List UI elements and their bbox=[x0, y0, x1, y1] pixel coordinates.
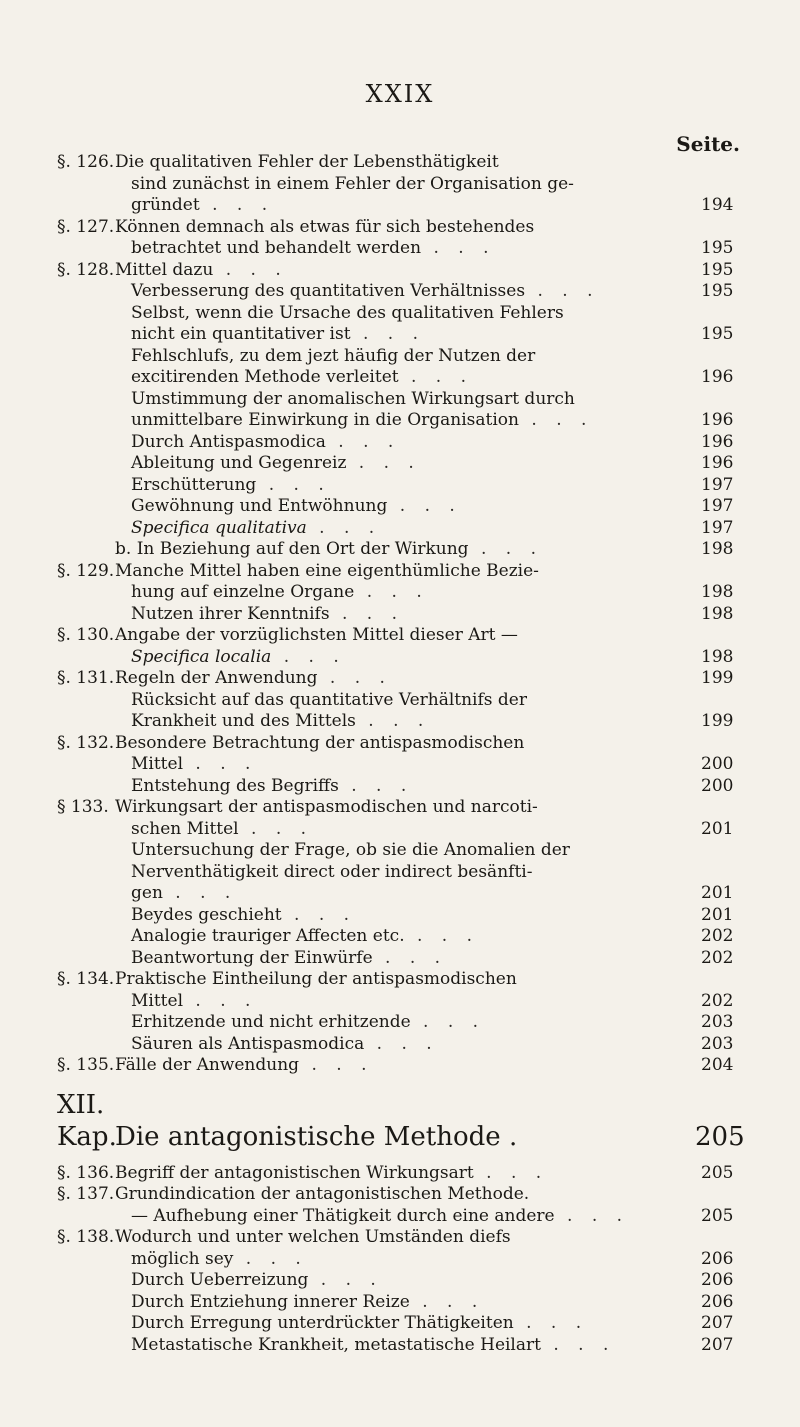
toc-entry bbox=[57, 346, 747, 389]
toc-entry-line bbox=[57, 1227, 747, 1249]
entry-text bbox=[115, 1270, 695, 1292]
page-number: 195 bbox=[701, 259, 734, 280]
entry-text bbox=[115, 604, 695, 626]
toc-entry-line bbox=[57, 690, 747, 712]
entry-text bbox=[115, 518, 695, 540]
entry-line-text: Analogie trauriger Affecten etc. bbox=[131, 926, 405, 946]
entry-text bbox=[115, 582, 695, 604]
section-number: §. 138. bbox=[57, 1227, 115, 1247]
leader-dots: . . . bbox=[299, 1055, 374, 1075]
entry-line-text: Nutzen ihrer Kenntnifs bbox=[131, 603, 330, 624]
section-number: §. 131. bbox=[57, 668, 115, 688]
toc-entry bbox=[57, 733, 747, 776]
toc-entry bbox=[57, 776, 747, 798]
leader-dots: . . . bbox=[199, 195, 275, 215]
entry-line-text: Nerventhätigkeit direct oder indirect besänfti- bbox=[131, 861, 533, 882]
section-number: §. 128. bbox=[57, 259, 115, 280]
section-number: §. 132. bbox=[57, 732, 115, 753]
toc-entry-line bbox=[57, 883, 747, 905]
entry-text bbox=[115, 1206, 695, 1228]
page-number: 202 bbox=[701, 926, 734, 946]
section-number: §. 136. bbox=[57, 1162, 115, 1183]
leader-dots: . . . bbox=[281, 904, 357, 925]
leader-dots: . . . bbox=[540, 1334, 616, 1355]
toc-entry-line bbox=[57, 1249, 747, 1271]
page-number: 201 bbox=[701, 818, 734, 839]
section-number: §. 129. bbox=[57, 560, 115, 581]
section-number: §. 135. bbox=[57, 1055, 115, 1075]
leader-dots: . . . bbox=[513, 1313, 589, 1333]
entry-text bbox=[115, 883, 695, 905]
toc-entry-line bbox=[57, 1270, 747, 1292]
entry-line-text: Krankheit und des Mittels bbox=[131, 711, 356, 731]
page-number: 203 bbox=[701, 1012, 734, 1032]
toc-entry-line bbox=[57, 969, 747, 991]
toc-entry bbox=[57, 260, 747, 282]
page-number: 197 bbox=[701, 474, 734, 495]
page-number: 207 bbox=[701, 1334, 734, 1355]
toc-entry bbox=[57, 217, 747, 260]
entry-line-text: Beydes geschieht bbox=[131, 904, 282, 925]
toc-entry-line bbox=[57, 238, 747, 260]
toc-entry-line bbox=[57, 1335, 747, 1357]
leader-dots: . . . bbox=[518, 410, 594, 430]
toc-entry-line bbox=[57, 1034, 747, 1056]
entry-text bbox=[115, 1055, 695, 1077]
page-number: 198 bbox=[701, 646, 734, 667]
entry-text bbox=[115, 1313, 695, 1335]
toc-entry-line bbox=[57, 453, 747, 475]
entry-line-text: Grundindication der antagonistischen Methode. bbox=[115, 1184, 530, 1204]
entry-line-text: schen Mittel bbox=[131, 818, 239, 839]
page-number: 201 bbox=[701, 883, 734, 903]
page-number: 199 bbox=[701, 668, 734, 688]
entry-text bbox=[115, 453, 695, 475]
toc-entry-line bbox=[57, 1313, 747, 1335]
toc-entry-line bbox=[57, 926, 747, 948]
entry-line-text: gen bbox=[131, 883, 163, 903]
toc-entry-line bbox=[57, 174, 747, 196]
toc-section-chapter-12 bbox=[57, 1163, 747, 1357]
toc-entry-line bbox=[57, 948, 747, 970]
entry-line-text: Beantwortung der Einwürfe bbox=[131, 947, 373, 968]
page-number: 202 bbox=[701, 990, 734, 1011]
toc-entry bbox=[57, 797, 747, 840]
entry-text bbox=[115, 862, 695, 884]
toc-entry bbox=[57, 948, 747, 970]
leader-dots: . . . bbox=[468, 539, 544, 559]
toc-entry bbox=[57, 1335, 747, 1357]
toc-entry-line bbox=[57, 819, 747, 841]
page-number: 195 bbox=[701, 238, 734, 258]
leader-dots: . . . bbox=[325, 431, 401, 452]
section-number: § 133. bbox=[57, 797, 109, 817]
leader-dots: . . . bbox=[364, 1033, 439, 1054]
section-number: §. 134. bbox=[57, 969, 115, 989]
entry-text bbox=[115, 539, 695, 561]
entry-text bbox=[115, 711, 695, 733]
toc-entry-line bbox=[57, 797, 747, 819]
leader-dots: . . . bbox=[162, 883, 238, 903]
leader-dots: . . . bbox=[387, 496, 462, 516]
toc-entry bbox=[57, 926, 747, 948]
chapter-title-text: Die antagonistische Methode bbox=[115, 1121, 501, 1152]
toc-entry bbox=[57, 1313, 747, 1335]
toc-entry-line bbox=[57, 389, 747, 411]
toc-entry bbox=[57, 969, 747, 1012]
table-of-contents bbox=[57, 152, 747, 1356]
toc-entry bbox=[57, 303, 747, 346]
toc-entry bbox=[57, 668, 747, 690]
entry-text bbox=[115, 926, 695, 948]
leader-dots: . . . bbox=[398, 367, 474, 387]
chapter-heading bbox=[57, 1089, 747, 1153]
page-header-number: XXIX bbox=[365, 80, 435, 108]
toc-entry-line bbox=[57, 432, 747, 454]
leader-dots: . . . bbox=[350, 324, 425, 344]
leader-dots: . . . bbox=[338, 775, 414, 796]
leader-dots: . . . bbox=[421, 238, 496, 258]
entry-line-text: Durch Ueberreizung bbox=[131, 1270, 309, 1290]
leader-dots: . . . bbox=[404, 926, 480, 946]
toc-entry bbox=[57, 389, 747, 432]
toc-entry-line bbox=[57, 840, 747, 862]
toc-entry-line bbox=[57, 518, 747, 540]
page-number: 207 bbox=[701, 1313, 734, 1333]
entry-line-text: Rücksicht auf das quantitative Verhältnifs der bbox=[131, 689, 527, 710]
entry-text bbox=[115, 346, 695, 368]
entry-text bbox=[115, 733, 695, 755]
leader-dots: . . . bbox=[306, 517, 382, 538]
entry-text bbox=[115, 475, 695, 497]
entry-line-text: b. In Beziehung auf den Ort der Wirkung bbox=[115, 539, 469, 559]
entry-line-text: Mittel bbox=[131, 990, 184, 1011]
toc-entry-line bbox=[57, 475, 747, 497]
toc-entry bbox=[57, 561, 747, 604]
page-number: 194 bbox=[701, 195, 734, 215]
entry-line-text: Fehlschlufs, zu dem jezt häufig der Nutzen der bbox=[131, 345, 536, 366]
entry-text bbox=[115, 991, 695, 1013]
entry-text bbox=[115, 217, 695, 239]
toc-entry-line bbox=[57, 1163, 747, 1185]
toc-entry bbox=[57, 496, 747, 518]
entry-line-text: Selbst, wenn die Ursache des qualitativen Fehlers bbox=[131, 302, 564, 323]
toc-entry-line bbox=[57, 862, 747, 884]
entry-text bbox=[115, 1034, 695, 1056]
leader-dots: . . . bbox=[183, 754, 258, 774]
entry-line-text: Fälle der Anwendung bbox=[115, 1055, 300, 1075]
entry-text bbox=[115, 174, 695, 196]
toc-entry bbox=[57, 690, 747, 733]
page-number: 204 bbox=[701, 1055, 734, 1075]
toc-entry bbox=[57, 432, 747, 454]
toc-entry-line bbox=[57, 152, 747, 174]
entry-line-text: Verbesserung des quantitativen Verhältnisses bbox=[131, 281, 526, 301]
leader-dots: . . . bbox=[554, 1205, 630, 1226]
seite-column-label: Seite. bbox=[676, 132, 740, 156]
entry-line-text: Mittel dazu bbox=[115, 259, 214, 280]
toc-entry bbox=[57, 453, 747, 475]
section-number: §. 126. bbox=[57, 152, 115, 172]
section-number: §. 130. bbox=[57, 625, 115, 645]
toc-entry bbox=[57, 539, 747, 561]
leader-dots: . . . bbox=[473, 1162, 549, 1183]
toc-entry-line bbox=[57, 303, 747, 325]
entry-text bbox=[115, 690, 695, 712]
toc-entry-line bbox=[57, 1055, 747, 1077]
page-number: 197 bbox=[701, 517, 734, 538]
entry-line-text: gründet bbox=[131, 195, 200, 215]
page-number: 200 bbox=[701, 775, 734, 796]
entry-text bbox=[115, 561, 695, 583]
entry-line-text: Mittel bbox=[131, 754, 184, 774]
page-number: 198 bbox=[701, 603, 734, 624]
entry-line-text: betrachtet und behandelt werden bbox=[131, 238, 422, 258]
entry-line-text: Regeln der Anwendung bbox=[115, 668, 318, 688]
entry-text bbox=[115, 840, 695, 862]
entry-text bbox=[115, 1335, 695, 1357]
entry-line-text: Durch Antispasmodica bbox=[131, 431, 326, 452]
toc-entry-line bbox=[57, 582, 747, 604]
toc-entry-line bbox=[57, 711, 747, 733]
toc-entry bbox=[57, 1034, 747, 1056]
page-number: 206 bbox=[701, 1248, 734, 1269]
entry-text bbox=[115, 668, 695, 690]
toc-entry bbox=[57, 1012, 747, 1034]
toc-entry-line bbox=[57, 281, 747, 303]
entry-text bbox=[115, 410, 695, 432]
toc-entry-line bbox=[57, 496, 747, 518]
section-number: §. 127. bbox=[57, 216, 115, 237]
leader-dots: . . . bbox=[354, 582, 429, 602]
entry-text bbox=[115, 625, 695, 647]
entry-line-text: Besondere Betrachtung der antispasmodischen bbox=[115, 732, 525, 753]
toc-entry-line bbox=[57, 217, 747, 239]
entry-text bbox=[115, 776, 695, 798]
leader-dots: . . . bbox=[317, 668, 392, 688]
entry-line-text: Praktische Eintheilung der antispasmodischen bbox=[115, 969, 517, 989]
entry-line-text: sind zunächst in einem Fehler der Organisation ge- bbox=[131, 173, 574, 194]
leader-dots: . . . bbox=[346, 453, 421, 473]
entry-text bbox=[115, 647, 695, 669]
page-number: 199 bbox=[701, 711, 734, 731]
entry-line-text: Specifica localia bbox=[131, 646, 272, 667]
page-number: 195 bbox=[701, 281, 734, 301]
entry-line-text: Erhitzende und nicht erhitzende bbox=[131, 1012, 411, 1032]
entry-text bbox=[115, 905, 695, 927]
entry-line-text: Ableitung und Gegenreiz bbox=[131, 453, 347, 473]
leader-dots: . . . bbox=[256, 474, 331, 495]
toc-entry bbox=[57, 604, 747, 626]
entry-line-text: möglich sey bbox=[131, 1248, 234, 1269]
entry-line-text: Säuren als Antispasmodica bbox=[131, 1033, 365, 1054]
page-number: 195 bbox=[701, 324, 734, 344]
toc-entry bbox=[57, 152, 747, 217]
page-number: 205 bbox=[701, 1162, 734, 1183]
entry-line-text: Wodurch und unter welchen Umständen diefs bbox=[115, 1227, 511, 1247]
toc-entry-line bbox=[57, 668, 747, 690]
toc-entry-line bbox=[57, 367, 747, 389]
entry-text bbox=[115, 367, 695, 389]
entry-text bbox=[115, 948, 695, 970]
entry-text bbox=[115, 1012, 695, 1034]
toc-entry bbox=[57, 281, 747, 303]
page-number: 196 bbox=[701, 431, 734, 452]
entry-line-text: Entstehung des Begriffs bbox=[131, 775, 339, 796]
toc-entry bbox=[57, 1055, 747, 1077]
entry-line-text: excitirenden Methode verleitet bbox=[131, 367, 399, 387]
leader-dots: . bbox=[508, 1121, 518, 1152]
entry-text bbox=[115, 754, 695, 776]
entry-text bbox=[115, 324, 695, 346]
leader-dots: . . . bbox=[525, 281, 600, 301]
toc-entry-line bbox=[57, 1292, 747, 1314]
toc-entry-line bbox=[57, 776, 747, 798]
page-number: 202 bbox=[701, 947, 734, 968]
entry-text bbox=[115, 389, 695, 411]
leader-dots: . . . bbox=[233, 1248, 308, 1269]
page-number: 198 bbox=[701, 582, 734, 602]
entry-text bbox=[115, 303, 695, 325]
page-number: 205 bbox=[701, 1205, 734, 1226]
leader-dots: . . . bbox=[372, 947, 448, 968]
page-number: 200 bbox=[701, 754, 734, 774]
toc-entry bbox=[57, 1292, 747, 1314]
entry-line-text: Die qualitativen Fehler der Lebensthätigkeit bbox=[115, 152, 499, 172]
page-number: 206 bbox=[701, 1270, 734, 1290]
toc-entry-line bbox=[57, 346, 747, 368]
toc-entry-line bbox=[57, 410, 747, 432]
toc-entry-line bbox=[57, 604, 747, 626]
page-number: 206 bbox=[701, 1291, 734, 1312]
entry-text bbox=[115, 1292, 695, 1314]
toc-entry-line bbox=[57, 195, 747, 217]
chapter-title bbox=[115, 1121, 695, 1153]
entry-text bbox=[115, 260, 695, 282]
entry-line-text: Durch Erregung unterdrückter Thätigkeiten bbox=[131, 1313, 514, 1333]
toc-entry-line bbox=[57, 647, 747, 669]
toc-entry-line bbox=[57, 733, 747, 755]
entry-line-text: Specifica qualitativa bbox=[131, 517, 307, 538]
page-number: 198 bbox=[701, 539, 734, 559]
toc-entry bbox=[57, 905, 747, 927]
page-number: 201 bbox=[701, 904, 734, 925]
toc-entry bbox=[57, 625, 747, 668]
leader-dots: . . . bbox=[183, 990, 258, 1011]
leader-dots: . . . bbox=[271, 646, 346, 667]
entry-text bbox=[115, 819, 695, 841]
entry-text bbox=[115, 1184, 695, 1206]
toc-entry bbox=[57, 475, 747, 497]
entry-line-text: Manche Mittel haben eine eigenthümliche Bezie- bbox=[115, 560, 539, 581]
page-number: 196 bbox=[701, 410, 734, 430]
entry-line-text: Gewöhnung und Entwöhnung bbox=[131, 496, 388, 516]
entry-line-text: nicht ein quantitativer ist bbox=[131, 324, 351, 344]
entry-line-text: Erschütterung bbox=[131, 474, 257, 495]
entry-line-text: Wirkungsart der antispasmodischen und narcoti- bbox=[115, 797, 538, 817]
leader-dots: . . . bbox=[355, 711, 431, 731]
entry-line-text: — Aufhebung einer Thätigkeit durch eine andere bbox=[131, 1205, 555, 1226]
entry-text bbox=[115, 281, 695, 303]
entry-text bbox=[115, 969, 695, 991]
entry-line-text: Metastatische Krankheit, metastatische Heilart bbox=[131, 1334, 541, 1355]
toc-entry-line bbox=[57, 1206, 747, 1228]
entry-line-text: Angabe der vorzüglichsten Mittel dieser Art — bbox=[115, 625, 518, 645]
entry-line-text: unmittelbare Einwirkung in die Organisation bbox=[131, 410, 519, 430]
section-number: §. 137. bbox=[57, 1184, 115, 1204]
toc-entry-line bbox=[57, 754, 747, 776]
entry-text bbox=[115, 496, 695, 518]
toc-entry-line bbox=[57, 561, 747, 583]
entry-text bbox=[115, 195, 695, 217]
toc-entry bbox=[57, 1227, 747, 1270]
leader-dots: . . . bbox=[410, 1012, 486, 1032]
toc-entry-line bbox=[57, 905, 747, 927]
leader-dots: . . . bbox=[409, 1291, 485, 1312]
leader-dots: . . . bbox=[329, 603, 405, 624]
entry-line-text: hung auf einzelne Organe bbox=[131, 582, 355, 602]
page-number: 203 bbox=[701, 1033, 734, 1054]
page-number: 197 bbox=[701, 496, 734, 516]
entry-line-text: Umstimmung der anomalischen Wirkungsart durch bbox=[131, 388, 575, 409]
entry-text bbox=[115, 1227, 695, 1249]
leader-dots: . . . bbox=[308, 1270, 383, 1290]
entry-text bbox=[115, 1249, 695, 1271]
entry-line-text: Können demnach als etwas für sich bestehendes bbox=[115, 216, 535, 237]
entry-line-text: Begriff der antagonistischen Wirkungsart bbox=[115, 1162, 474, 1183]
page-number: 196 bbox=[701, 367, 734, 387]
toc-entry bbox=[57, 840, 747, 905]
chapter-page: 205 bbox=[695, 1121, 745, 1152]
entry-text bbox=[115, 432, 695, 454]
toc-entry-line bbox=[57, 324, 747, 346]
entry-line-text: Durch Entziehung innerer Reize bbox=[131, 1291, 410, 1312]
toc-entry bbox=[57, 1163, 747, 1185]
leader-dots: . . . bbox=[238, 818, 314, 839]
toc-entry-line bbox=[57, 991, 747, 1013]
chapter-number: XII. Kap. bbox=[57, 1089, 117, 1152]
toc-entry-line bbox=[57, 539, 747, 561]
toc-entry-line bbox=[57, 260, 747, 282]
page-number: 196 bbox=[701, 453, 734, 473]
toc-entry bbox=[57, 1184, 747, 1227]
entry-text bbox=[115, 1163, 695, 1185]
toc-entry-line bbox=[57, 1184, 747, 1206]
entry-text bbox=[115, 797, 695, 819]
toc-entry-line bbox=[57, 1012, 747, 1034]
toc-entry-line bbox=[57, 625, 747, 647]
entry-text bbox=[115, 152, 695, 174]
toc-section-chapter-11 bbox=[57, 152, 747, 1077]
toc-entry bbox=[57, 1270, 747, 1292]
leader-dots: . . . bbox=[213, 259, 288, 280]
toc-entry bbox=[57, 518, 747, 540]
entry-text bbox=[115, 238, 695, 260]
entry-line-text: Untersuchung der Frage, ob sie die Anomalien der bbox=[131, 840, 570, 860]
